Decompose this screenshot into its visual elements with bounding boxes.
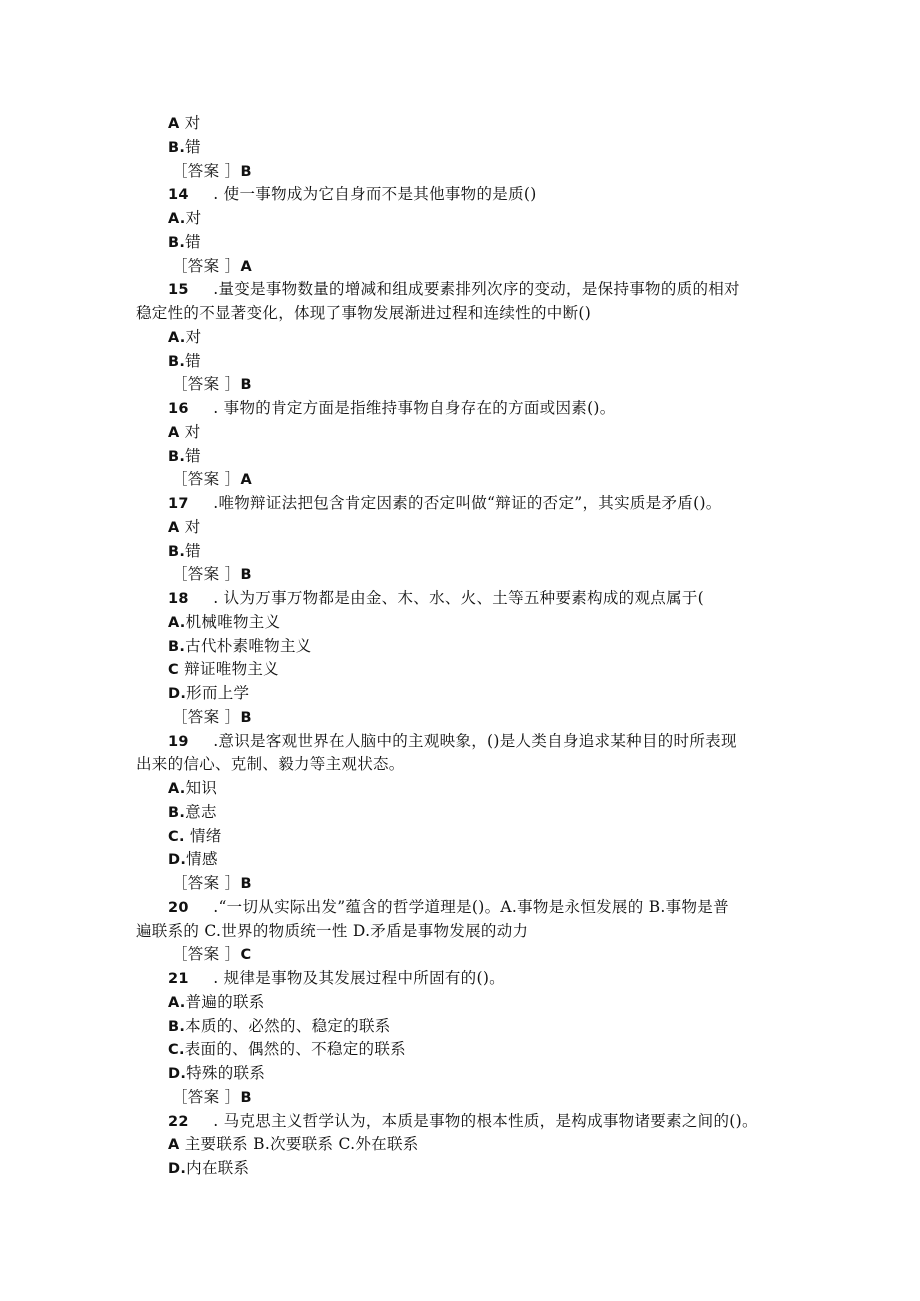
answer-prefix: ［答案 ］: [172, 874, 241, 892]
option-text: 古代朴素唯物主义: [185, 636, 312, 655]
option-line: [168, 826, 222, 847]
option-text: 内在联系: [186, 1159, 250, 1177]
question-number: 19: [168, 733, 189, 750]
option-line: [168, 802, 217, 823]
answer-line: [172, 1087, 252, 1108]
answer-line: [172, 469, 252, 490]
option-label: B.: [168, 139, 186, 156]
option-text: 形而上学: [186, 684, 250, 702]
option-line: [168, 232, 201, 253]
question-line: [168, 493, 722, 514]
question-line: [168, 897, 729, 918]
option-text: 情绪: [184, 826, 222, 845]
option-line: [168, 1134, 419, 1155]
continuation-text: 出来的信心、克制、毅力等主观状态。: [136, 755, 405, 774]
option-text: 错: [185, 446, 201, 465]
answer-line: [172, 161, 252, 182]
question-number: 17: [168, 496, 189, 512]
answer-prefix: ［答案 ］: [172, 470, 241, 489]
option-text: 辩证唯物主义: [178, 660, 279, 679]
question-number: 16: [168, 401, 189, 417]
question-number: 14: [168, 187, 189, 204]
answer-line: [172, 707, 252, 728]
answer-line: [172, 256, 252, 277]
option-label: B.: [168, 448, 186, 465]
option-label: B.: [168, 638, 186, 655]
question-line: [168, 588, 704, 609]
option-text: 情感: [186, 850, 218, 869]
option-line: [168, 422, 201, 443]
option-label: B.: [168, 234, 186, 251]
question-text: .“一切从实际出发”蕴含的哲学道理是()。A.事物是永恒发展的 B.事物是普: [208, 897, 729, 916]
option-label: B.: [168, 1018, 186, 1035]
answer-prefix: ［答案 ］: [172, 565, 241, 584]
question-number: 18: [168, 591, 189, 607]
option-line: [168, 849, 218, 870]
option-label: D.: [168, 852, 187, 869]
option-label: D.: [168, 1161, 187, 1177]
option-text: 普遍的联系: [185, 992, 265, 1011]
option-label: C: [168, 662, 179, 679]
option-line: [168, 992, 265, 1013]
continuation-text: 稳定性的不显著变化，体现了事物发展渐进过程和连续性的中断(): [136, 304, 592, 322]
answer-prefix: ［答案 ］: [172, 375, 241, 394]
answer-value: C: [240, 947, 252, 964]
question-number: 15: [168, 282, 189, 299]
option-line: [168, 351, 201, 372]
question-text: .量变是事物数量的增减和组成要素排列次序的变动，是保持事物的质的相对: [208, 280, 740, 299]
question-line: [168, 184, 537, 205]
answer-prefix: ［答案 ］: [172, 945, 241, 964]
option-line: [168, 636, 312, 657]
answer-line: [172, 564, 252, 585]
option-text: 对: [185, 209, 202, 227]
answer-prefix: ［答案 ］: [172, 161, 241, 180]
question-number: 21: [168, 971, 189, 987]
option-text: 对: [179, 517, 201, 536]
option-label: A.: [168, 994, 186, 1011]
option-line: [168, 659, 279, 680]
question-text: . 使一事物成为它自身而不是其他事物的是质(): [208, 185, 537, 204]
option-text: 知识: [185, 779, 218, 797]
answer-value: B: [240, 163, 252, 180]
answer-prefix: ［答案 ］: [172, 1087, 241, 1106]
option-line: [168, 137, 201, 158]
option-label: A.: [168, 781, 186, 797]
question-text: . 认为万事万物都是由金、木、水、火、土等五种要素构成的观点属于(: [208, 589, 705, 607]
option-line: [168, 612, 280, 633]
option-text: 意志: [185, 802, 217, 821]
option-text: 机械唯物主义: [185, 612, 281, 631]
question-continuation: [136, 754, 405, 774]
question-continuation: [136, 303, 591, 323]
option-line: [168, 541, 201, 562]
question-line: [168, 398, 616, 419]
option-text: 错: [185, 351, 201, 370]
question-line: [168, 279, 740, 300]
option-line: [168, 778, 217, 799]
answer-value: B: [240, 709, 252, 726]
option-text: 错: [185, 541, 201, 560]
question-number: 22: [168, 1113, 189, 1130]
option-line: [168, 113, 201, 134]
option-label: C.: [168, 1042, 185, 1059]
question-text: .意识是客观世界在人脑中的主观映象，()是人类自身追求某种目的时所表现: [208, 731, 737, 750]
answer-value: A: [240, 258, 252, 275]
question-line: [168, 1111, 758, 1132]
option-label: A: [168, 116, 180, 132]
option-line: [168, 1016, 391, 1037]
answer-prefix: ［答案 ］: [172, 256, 241, 275]
question-line: [168, 968, 505, 989]
option-label: D.: [168, 1066, 187, 1082]
option-line: [168, 1158, 249, 1179]
option-line: [168, 327, 201, 348]
answer-line: [172, 374, 252, 395]
answer-value: B: [240, 567, 252, 584]
answer-value: B: [240, 377, 252, 394]
option-line: [168, 1063, 265, 1084]
option-label: B.: [168, 543, 186, 560]
option-line: [168, 1039, 406, 1060]
option-text: 对: [185, 327, 202, 346]
continuation-text: 遍联系的 C.世界的物质统一性 D.矛盾是事物发展的动力: [136, 921, 529, 940]
option-text: 错: [185, 137, 201, 156]
question-text: . 马克思主义哲学认为，本质是事物的根本性质，是构成事物诸要素之间的()。: [208, 1111, 758, 1130]
option-label: B.: [168, 353, 186, 370]
answer-line: [172, 873, 252, 894]
answer-value: A: [240, 472, 252, 489]
answer-value: B: [240, 1089, 252, 1106]
option-line: [168, 517, 201, 538]
option-line: [168, 446, 201, 467]
answer-line: [172, 944, 251, 965]
option-label: A: [168, 519, 180, 536]
question-text: . 事物的肯定方面是指维持事物自身存在的方面或因素()。: [208, 399, 616, 417]
option-label: A.: [168, 211, 186, 227]
answer-prefix: ［答案 ］: [172, 707, 241, 726]
question-line: [168, 731, 737, 752]
option-text: 对: [179, 114, 201, 132]
question-text: .唯物辩证法把包含肯定因素的否定叫做“辩证的否定”，其实质是矛盾()。: [208, 494, 722, 512]
option-label: C.: [168, 828, 185, 845]
answer-value: B: [240, 876, 252, 892]
option-line: [168, 208, 201, 229]
option-label: A: [168, 424, 180, 441]
option-text: 对: [179, 422, 201, 441]
option-text: 表面的、偶然的、不稳定的联系: [184, 1040, 406, 1059]
option-label: A.: [168, 329, 186, 346]
option-text: 特殊的联系: [186, 1064, 266, 1082]
option-text: 本质的、必然的、稳定的联系: [185, 1016, 391, 1035]
question-number: 20: [168, 899, 189, 916]
option-label: B.: [168, 804, 186, 821]
question-continuation: [136, 921, 528, 941]
option-text: 主要联系 B.次要联系 C.外在联系: [179, 1135, 419, 1154]
option-label: A: [168, 1137, 180, 1154]
option-label: A.: [168, 614, 186, 631]
question-text: . 规律是事物及其发展过程中所固有的()。: [208, 969, 505, 987]
option-text: 错: [185, 232, 201, 251]
option-label: D.: [168, 686, 187, 702]
option-line: [168, 683, 249, 704]
